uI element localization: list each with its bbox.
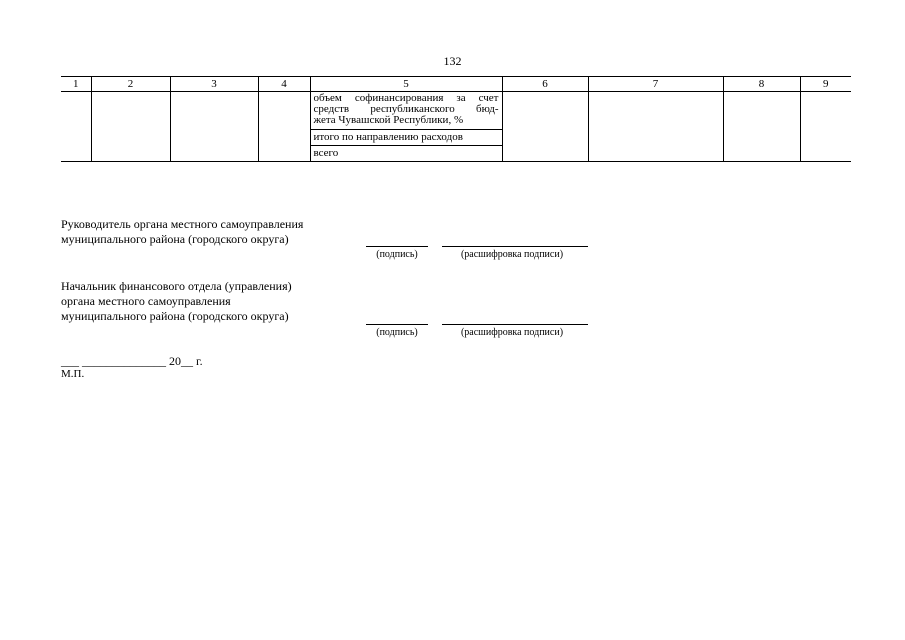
- table-cell: [258, 92, 310, 162]
- cofinancing-text-line: средств республиканского бюд-: [313, 103, 499, 115]
- signatory-title-line: муниципального района (городского округа): [61, 309, 289, 323]
- signature-decode-line: [442, 324, 588, 325]
- signature-decode-line: [442, 246, 588, 247]
- stamp-place-label: М.П.: [61, 368, 85, 380]
- column-number-5: 5: [310, 77, 502, 92]
- column-number-4: 4: [258, 77, 310, 92]
- column-number-8: 8: [723, 77, 800, 92]
- finance-head-signature-title: [61, 279, 292, 324]
- table-body-row: [61, 92, 851, 162]
- cofinancing-text-line: жета Чувашской Республики, %: [313, 114, 464, 126]
- column-number-6: 6: [502, 77, 588, 92]
- column-number-2: 2: [91, 77, 170, 92]
- signature-line: [366, 246, 428, 247]
- signatory-title-line: Начальник финансового отдела (управления): [61, 279, 292, 293]
- signature-caption: (подпись): [376, 327, 418, 338]
- table-cell: [800, 92, 851, 162]
- page-number: 132: [443, 54, 462, 68]
- signatory-title-line: органа местного самоуправления: [61, 294, 231, 308]
- cofinancing-text-line: объем софинансирования за счет: [313, 92, 499, 104]
- report-table: [61, 76, 851, 162]
- column-number-1: 1: [61, 77, 91, 92]
- table-cell: [61, 92, 91, 162]
- signature-line: [366, 324, 428, 325]
- table-cell: [723, 92, 800, 162]
- column-number-3: 3: [170, 77, 258, 92]
- column-number-7: 7: [588, 77, 723, 92]
- column-number-9: 9: [800, 77, 851, 92]
- table-cell: [502, 92, 588, 162]
- signature-caption: (подпись): [376, 249, 418, 260]
- signature-decode-caption: (расшифровка подписи): [460, 249, 564, 260]
- date-line: ___ ______________ 20__ г.: [61, 354, 203, 368]
- table-cell: [170, 92, 258, 162]
- head-signature-title: [61, 217, 303, 247]
- table-cell: [91, 92, 170, 162]
- indicator-cell: [310, 92, 502, 162]
- signature-decode-caption: (расшифровка подписи): [460, 327, 564, 338]
- subtotal-label: итого по направлению расходов: [311, 129, 502, 145]
- signatory-title-line: муниципального района (городского округа): [61, 232, 289, 246]
- total-label: всего: [311, 145, 502, 161]
- table-header-row: [61, 77, 851, 92]
- table-cell: [588, 92, 723, 162]
- signatory-title-line: Руководитель органа местного самоуправления: [61, 217, 304, 231]
